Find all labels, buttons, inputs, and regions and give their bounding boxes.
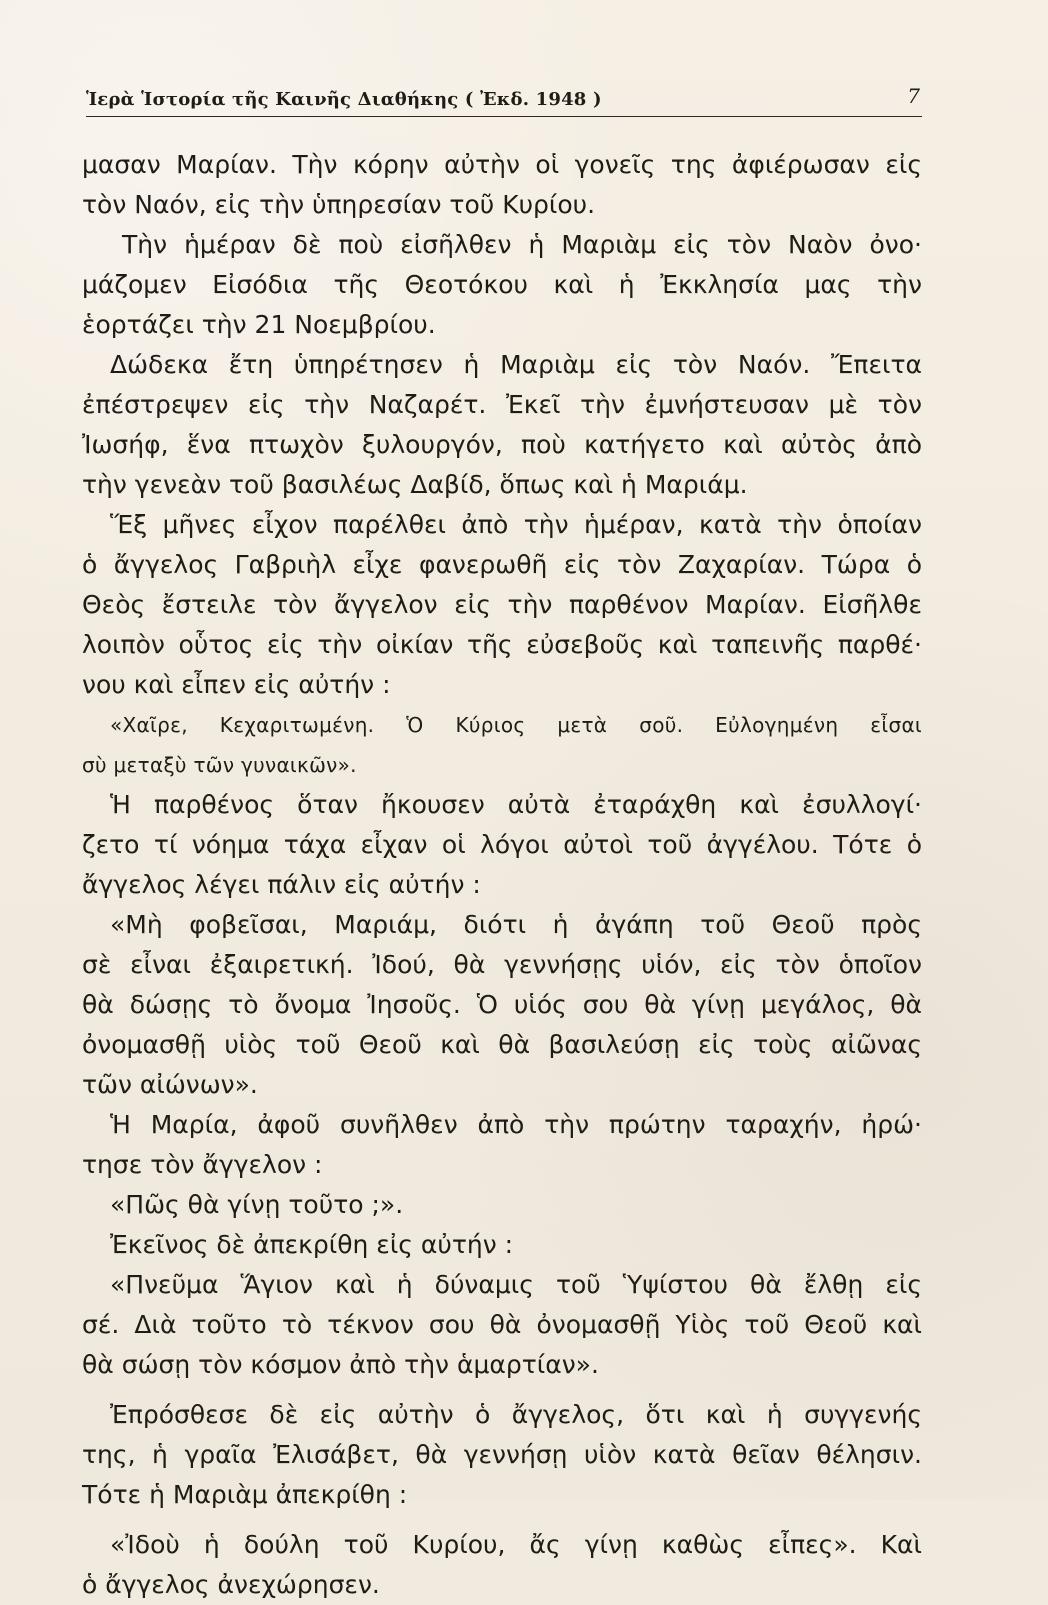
text-line: ὁ ἄγγελος ἀνεχώρησεν. bbox=[82, 1570, 380, 1599]
text-line: τησε τὸν ἄγγελον : bbox=[82, 1150, 323, 1179]
text-line: σὲ εἶναι ἐξαιρετική. Ἰδού, θὰ γεννήσῃς υἱόν, εἰς τὸν ὁποῖον bbox=[82, 950, 922, 979]
text-line: τὴν γενεὰν τοῦ βασιλέως Δαβίδ, ὅπως καὶ ἡ Μαριάμ. bbox=[82, 470, 748, 499]
text-line: τῶν αἰώνων». bbox=[82, 1070, 258, 1099]
quoted-line: «Χαῖρε, Κεχαριτωμένη. Ὁ Κύριος μετὰ σοῦ. Εὐλογημένη εἶσαι bbox=[110, 713, 922, 737]
text-line: λοιπὸν οὗτος εἰς τὴν οἰκίαν τῆς εὐσεβοῦς καὶ ταπεινῆς παρθέ· bbox=[82, 630, 922, 659]
text-line: Ἰωσήφ, ἕνα πτωχὸν ξυλουργόν, ποὺ κατήγετο καὶ αὐτὸς ἀπὸ bbox=[82, 430, 922, 459]
text-line: μασαν Μαρίαν. Τὴν κόρην αὐτὴν οἱ γονεῖς της ἀφιέρωσαν εἰς bbox=[82, 150, 922, 179]
text-line: θὰ σώσῃ τὸν κόσμον ἀπὸ τὴν ἁμαρτίαν». bbox=[82, 1350, 599, 1379]
text-line: «Πνεῦμα Ἅγιον καὶ ἡ δύναμις τοῦ Ὑψίστου θὰ ἔλθῃ εἰς bbox=[110, 1270, 922, 1299]
page-header bbox=[86, 84, 922, 117]
running-title: Ἱερὰ Ἱστορία τῆς Καινῆς Διαθήκης ( Ἐκδ. 1948 ) bbox=[86, 89, 602, 110]
text-line: της, ἡ γραῖα Ἐλισάβετ, θὰ γεννήσῃ υἱὸν κατὰ θεῖαν θέλησιν. bbox=[82, 1440, 922, 1469]
text-line: Τότε ἡ Μαριὰμ ἀπεκρίθη : bbox=[82, 1480, 408, 1509]
quoted-line: σὺ μεταξὺ τῶν γυναικῶν». bbox=[82, 753, 357, 777]
text-line: τὸν Ναόν, εἰς τὴν ὑπηρεσίαν τοῦ Κυρίου. bbox=[82, 190, 596, 219]
text-line: ὀνομασθῇ υἱὸς τοῦ Θεοῦ καὶ θὰ βασιλεύσῃ εἰς τοὺς αἰῶνας bbox=[82, 1030, 922, 1059]
text-line: Θεὸς ἔστειλε τὸν ἄγγελον εἰς τὴν παρθένον Μαρίαν. Εἰσῆλθε bbox=[82, 590, 922, 619]
text-line: θὰ δώσῃς τὸ ὄνομα Ἰησοῦς. Ὁ υἱός σου θὰ γίνῃ μεγάλος, θὰ bbox=[82, 990, 922, 1019]
text-line: Ἕξ μῆνες εἶχον παρέλθει ἀπὸ τὴν ἡμέραν, κατὰ τὴν ὁποίαν bbox=[110, 510, 922, 539]
text-line: «Μὴ φοβεῖσαι, Μαριάμ, διότι ἡ ἀγάπη τοῦ Θεοῦ πρὸς bbox=[110, 910, 922, 939]
text-line: «Ἰδοὺ ἡ δούλη τοῦ Κυρίου, ἄς γίνῃ καθὼς εἶπες». Καὶ bbox=[110, 1530, 922, 1559]
text-line: ὁ ἄγγελος Γαβριὴλ εἶχε φανερωθῆ εἰς τὸν Ζαχαρίαν. Τώρα ὁ bbox=[82, 550, 922, 579]
page-number: 7 bbox=[907, 84, 920, 108]
text-line: «Πῶς θὰ γίνῃ τοῦτο ;». bbox=[110, 1190, 404, 1219]
text-line: Τὴν ἡμέραν δὲ ποὺ εἰσῆλθεν ἡ Μαριὰμ εἰς τὸν Ναὸν ὀνο· bbox=[122, 230, 922, 259]
text-line: ἑορτάζει τὴν 21 Νοεμβρίου. bbox=[82, 310, 436, 339]
text-line: ζετο τί νόημα τάχα εἶχαν οἱ λόγοι αὐτοὶ τοῦ ἀγγέλου. Τότε ὁ bbox=[82, 830, 922, 859]
page-body-text bbox=[82, 145, 922, 1605]
text-line: Ἐκεῖνος δὲ ἀπεκρίθη εἰς αὐτήν : bbox=[110, 1230, 514, 1259]
text-line: ἄγγελος λέγει πάλιν εἰς αὐτήν : bbox=[82, 870, 481, 899]
text-line: Δώδεκα ἔτη ὑπηρέτησεν ἡ Μαριὰμ εἰς τὸν Ναόν. Ἔπειτα bbox=[110, 350, 922, 379]
text-line: μάζομεν Εἰσόδια τῆς Θεοτόκου καὶ ἡ Ἐκκλησία μας τὴν bbox=[82, 270, 922, 299]
text-line: σέ. Διὰ τοῦτο τὸ τέκνον σου θὰ ὀνομασθῇ Υἱὸς τοῦ Θεοῦ καὶ bbox=[82, 1310, 922, 1339]
text-line: νου καὶ εἶπεν εἰς αὐτήν : bbox=[82, 670, 391, 699]
text-line: ἐπέστρεψεν εἰς τὴν Ναζαρέτ. Ἐκεῖ τὴν ἐμνήστευσαν μὲ τὸν bbox=[82, 390, 922, 419]
text-line: Ἐπρόσθεσε δὲ εἰς αὐτὴν ὁ ἄγγελος, ὅτι καὶ ἡ συγγενής bbox=[110, 1400, 922, 1429]
text-line: Ἡ Μαρία, ἀφοῦ συνῆλθεν ἀπὸ τὴν πρώτην ταραχήν, ἠρώ· bbox=[110, 1110, 922, 1139]
text-line: Ἡ παρθένος ὅταν ἤκουσεν αὐτὰ ἐταράχθη καὶ ἐσυλλογί· bbox=[110, 790, 922, 819]
